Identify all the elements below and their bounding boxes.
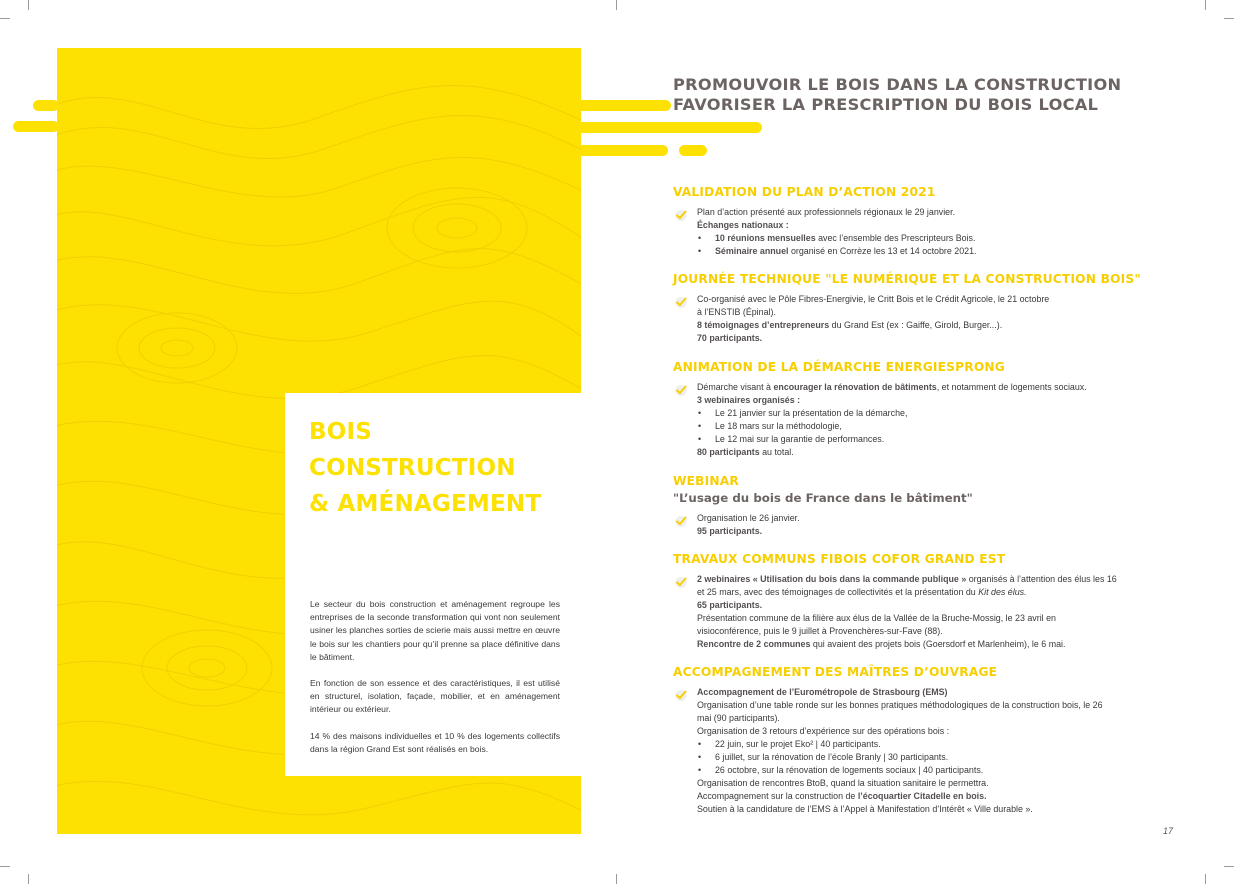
page-heading-line: FAVORISER LA PRESCRIPTION DU BOIS LOCAL: [673, 95, 1099, 114]
bold-text: 80 participants: [697, 447, 760, 457]
section-body: [673, 381, 1155, 459]
checkmark-icon: [674, 295, 688, 309]
text: au total.: [759, 447, 794, 457]
checkmark-icon: [674, 514, 688, 528]
decorative-stripe: [581, 145, 668, 156]
text-line-bold: Échanges nationaux :: [697, 220, 789, 230]
bold-text: 10 réunions mensuelles: [715, 233, 816, 243]
bold-text: 95 participants.: [697, 526, 763, 536]
list-item: • Le 12 mai sur la garantie de performances.: [697, 433, 1155, 446]
section-title-line: & AMÉNAGEMENT: [309, 491, 542, 517]
checkmark-icon: [674, 688, 688, 702]
section-accompagnement: [673, 665, 1155, 816]
bullet-list: [697, 738, 1155, 777]
list-item: [697, 232, 1155, 245]
italic-text: Kit des élus.: [978, 587, 1027, 597]
crop-mark: [1205, 0, 1206, 10]
section-heading: TRAVAUX COMMUNS FIBOIS COFOR GRAND EST: [673, 552, 1006, 566]
bold-text: Accompagnement de l’Eurométropole de Strasbourg (EMS): [697, 687, 948, 697]
text-line: Organisation de rencontres BtoB, quand la situation sanitaire le permettra.: [697, 778, 989, 788]
text: Démarche visant à: [697, 382, 774, 392]
decorative-stripe: [581, 100, 671, 111]
list-item: • 22 juin, sur le projet Eko² | 40 participants.: [697, 738, 1155, 751]
text-line: Organisation d’une table ronde sur les bonnes pratiques méthodologiques de la construction bois, le 26: [697, 700, 1103, 710]
crop-mark: [616, 874, 617, 884]
bold-text: 70 participants.: [697, 333, 763, 343]
section-body: [673, 293, 1155, 345]
bullet-list: [697, 407, 1155, 446]
section-body: [673, 573, 1155, 651]
page-number: 17: [1163, 826, 1174, 836]
crop-mark: [1224, 866, 1234, 867]
bold-text: encourager la rénovation de bâtiments: [773, 382, 937, 392]
section-heading: VALIDATION DU PLAN D’ACTION 2021: [673, 185, 936, 199]
text-line: Co-organisé avec le Pôle Fibres-Energivie, le Critt Bois et le Crédit Agricole, le 21 octobre: [697, 294, 1050, 304]
bold-text: l’écoquartier Citadelle en bois.: [857, 791, 987, 801]
section-travaux-communs: [673, 552, 1155, 651]
bullet-list: [697, 232, 1155, 258]
text-line: visioconférence, puis le 9 juillet à Provenchères-sur-Fave (88).: [697, 626, 943, 636]
bold-text: 2 webinaires « Utilisation du bois dans la commande publique »: [697, 574, 969, 584]
page-heading: [673, 75, 1121, 115]
bold-text: Rencontre de 2 communes: [697, 639, 811, 649]
bold-text: 3 webinaires organisés :: [697, 395, 801, 405]
crop-mark: [0, 866, 10, 867]
section-heading: JOURNÉE TECHNIQUE "LE NUMÉRIQUE ET LA CONSTRUCTION BOIS": [673, 272, 1141, 286]
crop-mark: [1205, 874, 1206, 884]
list-item: • 6 juillet, sur la rénovation de l’école Branly | 30 participants.: [697, 751, 1155, 764]
checkmark-icon: [674, 383, 688, 397]
text: avec l’ensemble des Prescripteurs Bois.: [815, 233, 976, 243]
bold-text: 8 témoignages d’entrepreneurs: [697, 320, 830, 330]
text-line: Organisation le 26 janvier.: [697, 513, 800, 523]
crop-mark: [28, 0, 29, 10]
intro-text: [310, 598, 560, 769]
text: du Grand Est (ex : Gaiffe, Girold, Burger...).: [829, 320, 1003, 330]
section-title-line: BOIS: [309, 419, 373, 445]
checkmark-icon: [674, 208, 688, 222]
section-animation: [673, 360, 1155, 459]
bold-text: Séminaire annuel: [715, 246, 789, 256]
text-line: Plan d’action présenté aux professionnels régionaux le 29 janvier.: [697, 207, 956, 217]
section-heading: ACCOMPAGNEMENT DES MAÎTRES D’OUVRAGE: [673, 665, 998, 679]
decorative-stripe: [581, 122, 762, 133]
section-subheading: "L’usage du bois de France dans le bâtiment": [673, 491, 973, 505]
list-item: • 26 octobre, sur la rénovation de logements sociaux | 40 participants.: [697, 764, 1155, 777]
decorative-stripe: [13, 121, 59, 132]
list-item: • Le 21 janvier sur la présentation de la démarche,: [697, 407, 1155, 420]
bold-text: 65 participants.: [697, 600, 763, 610]
intro-paragraph: Le secteur du bois construction et aménagement regroupe les entreprises de la seconde transformation qui vont non seulement usiner les planches sorties de scierie mais aussi mettre en œuvre le bois sur les chantiers pour qu’il prenne sa place définitive dans le bâtiment.: [310, 599, 560, 662]
intro-paragraph: 14 % des maisons individuelles et 10 % des logements collectifs dans la région Grand Est sont réalisés en bois.: [310, 730, 560, 754]
section-journee-technique: [673, 272, 1155, 345]
decorative-stripe: [33, 100, 59, 111]
list-item: [697, 245, 1155, 258]
section-webinar: [673, 474, 1155, 538]
text: , et notamment de logements sociaux.: [936, 382, 1087, 392]
decorative-stripe: [679, 145, 707, 156]
text-line: à l’ENSTIB (Épinal).: [697, 307, 776, 317]
text: organisé en Corrèze les 13 et 14 octobre 2021.: [788, 246, 977, 256]
list-item: • Le 18 mars sur la méthodologie,: [697, 420, 1155, 433]
section-title: [309, 414, 579, 522]
section-body: [673, 686, 1155, 816]
section-validation: [673, 185, 1155, 258]
text: qui avaient des projets bois (Goersdorf et Marlenheim), le 6 mai.: [810, 639, 1066, 649]
text: et 25 mars, avec des témoignages de collectivités et la présentation du: [697, 587, 979, 597]
section-body: [673, 206, 1155, 258]
text-line: mai (90 participants).: [697, 713, 780, 723]
text-line: Présentation commune de la filière aux élus de la Vallée de la Bruche-Mossig, le 23 avril en: [697, 613, 1056, 623]
text: Accompagnement sur la construction de: [697, 791, 858, 801]
crop-mark: [1224, 18, 1234, 19]
section-heading: ANIMATION DE LA DÉMARCHE ENERGIESPRONG: [673, 360, 1006, 374]
checkmark-icon: [674, 575, 688, 589]
crop-mark: [28, 874, 29, 884]
section-heading: WEBINAR: [673, 474, 740, 488]
crop-mark: [0, 18, 10, 19]
crop-mark: [616, 0, 617, 10]
section-body: [673, 512, 1155, 538]
text-line: Soutien à la candidature de l’EMS à l’Appel à Manifestation d’Intérêt « Ville durable ».: [697, 804, 1033, 814]
text-line: Organisation de 3 retours d’expérience sur des opérations bois :: [697, 726, 950, 736]
intro-paragraph: En fonction de son essence et des caractéristiques, il est utilisé en structurel, isolation, façade, mobilier, et en aménagement intérieur ou extérieur.: [310, 678, 560, 715]
section-title-line: CONSTRUCTION: [309, 455, 516, 481]
text: organisés à l’attention des élus les 16: [968, 574, 1117, 584]
page-heading-line: PROMOUVOIR LE BOIS DANS LA CONSTRUCTION: [673, 75, 1122, 94]
